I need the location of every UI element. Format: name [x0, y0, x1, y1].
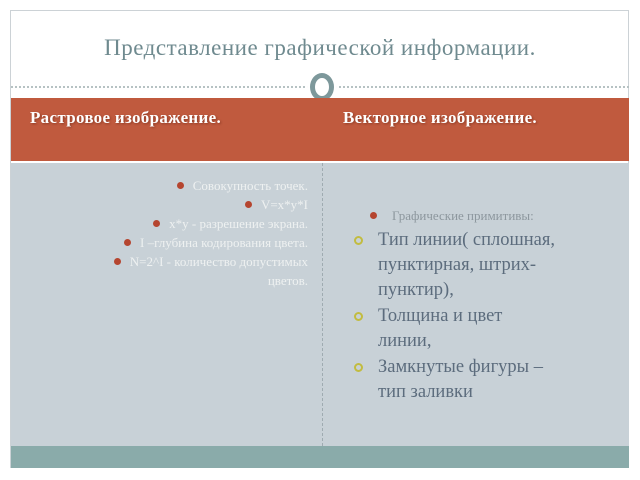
- list-item-text: Графические примитивы:: [392, 208, 534, 223]
- list-item: [62, 214, 308, 233]
- list-item-text: Замкнутые фигуры –: [378, 357, 543, 377]
- circle-bullet-icon: [354, 236, 363, 245]
- list-item-text: пунктирная, штрих-: [378, 255, 537, 275]
- circle-ornament-icon: [310, 73, 334, 101]
- list-item: [62, 252, 308, 290]
- list-item: [352, 355, 627, 405]
- vector-column: [352, 206, 627, 406]
- list-item-text: N=2^I - количество допустимых: [129, 254, 308, 269]
- bullet-icon: [370, 212, 377, 219]
- list-item-text: I –глубина кодирования цвета.: [140, 235, 308, 250]
- bullet-icon: [153, 220, 160, 227]
- list-item: [352, 206, 627, 225]
- list-item-text: Толщина и цвет: [378, 306, 503, 326]
- bullet-icon: [177, 182, 184, 189]
- page-title: Представление графической информации.: [104, 35, 536, 60]
- list-item: [62, 233, 308, 252]
- circle-bullet-icon: [354, 312, 363, 321]
- list-item: [352, 228, 627, 303]
- bullet-icon: [245, 201, 252, 208]
- list-item-text: пунктир),: [378, 280, 454, 300]
- list-item: [62, 195, 308, 214]
- column-header-vector: Векторное изображение.: [343, 108, 537, 127]
- raster-column: [62, 176, 308, 290]
- list-item-text: линии,: [378, 331, 432, 351]
- list-item-text: x*y - разрешение экрана.: [169, 216, 308, 231]
- bullet-icon: [124, 239, 131, 246]
- list-item: [62, 176, 308, 195]
- circle-bullet-icon: [354, 363, 363, 372]
- list-item-text: цветов.: [267, 273, 308, 288]
- column-divider: [322, 163, 323, 446]
- footer-bar: [11, 446, 629, 468]
- column-header-raster: Растровое изображение.: [30, 108, 221, 127]
- list-item-text: тип заливки: [378, 382, 473, 402]
- bullet-icon: [114, 258, 121, 265]
- column-headers-banner: [11, 98, 629, 161]
- list-item-text: Совокупность точек.: [192, 178, 308, 193]
- list-item-text: Тип линии( сплошная,: [378, 230, 555, 250]
- content-area: [11, 163, 629, 446]
- list-item: [352, 304, 627, 354]
- list-item-text: V=x*y*I: [260, 197, 308, 212]
